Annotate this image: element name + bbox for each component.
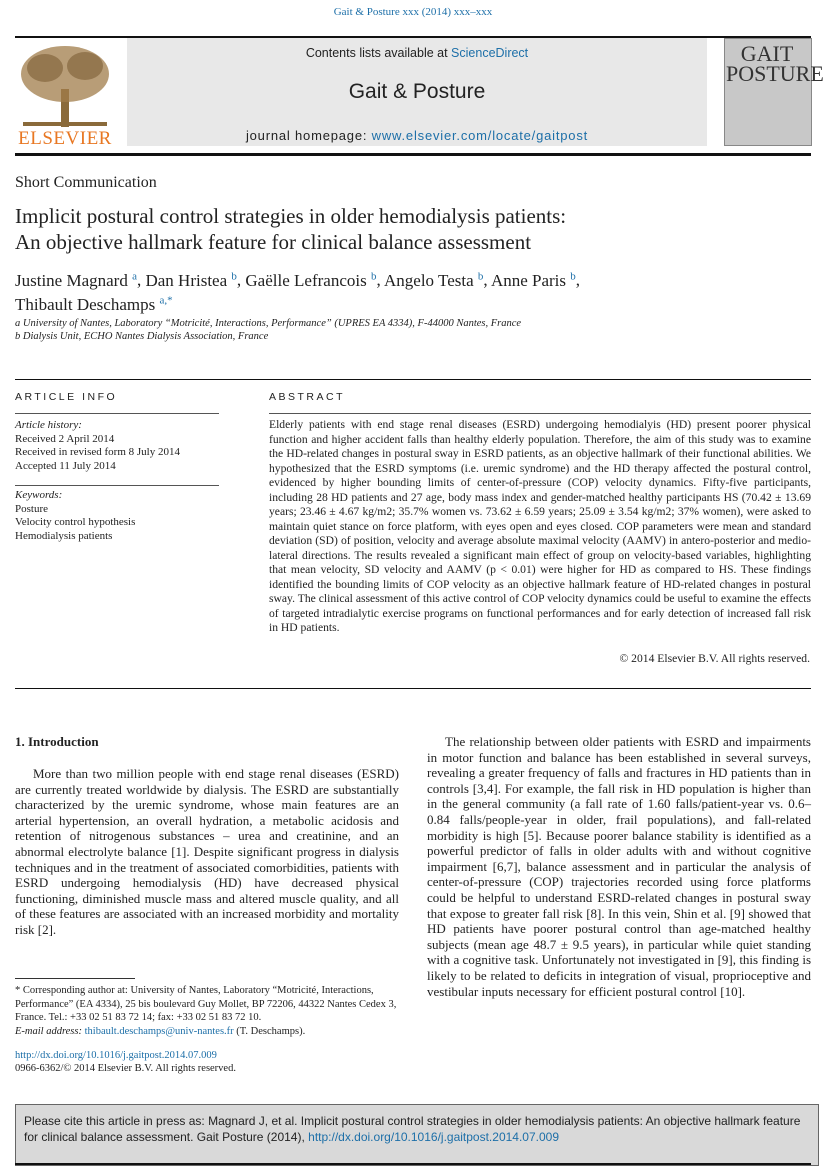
citation-box	[15, 1104, 819, 1166]
email-link[interactable]: thibault.deschamps@univ-nantes.fr	[84, 1025, 234, 1037]
keywords	[15, 489, 225, 543]
info-rule	[15, 413, 219, 414]
email-suffix: (T. Deschamps).	[233, 1025, 306, 1037]
abstract-rule	[269, 413, 811, 414]
footnote	[15, 984, 405, 1038]
elsevier-wordmark: ELSEVIER	[18, 128, 112, 149]
contents-prefix: Contents lists available at	[305, 46, 452, 60]
citation-text: Please cite this article in press as: Magnard J, et al. Implicit postural control strategies in older hemodialysis patients: An objective hallmark feature for clinical balance assessment. Gait Posture (2014),	[24, 1114, 801, 1144]
history-item: Received in revised form 8 July 2014	[15, 446, 180, 458]
header-rule	[15, 379, 811, 380]
info-rule	[15, 485, 219, 486]
affiliation: b Dialysis Unit, ECHO Nantes Dialysis Association, France	[15, 331, 269, 342]
article-info-heading: ARTICLE INFO	[15, 391, 118, 403]
history-label: Article history:	[15, 419, 82, 431]
affiliations	[15, 317, 795, 343]
copyright: © 2014 Elsevier B.V. All rights reserved.	[619, 652, 810, 665]
citation-doi-link[interactable]: http://dx.doi.org/10.1016/j.gaitpost.2014.07.009	[308, 1130, 559, 1144]
keyword: Posture	[15, 502, 48, 515]
intro-paragraph-2: The relationship between older patients with ESRD and impairments in motor function and balance has been established in several surveys, revealing a greater frequency of falls and fractures in HD patients than in controls [3,4]. For example, the fall risk in HD population is higher than in the general community (a fall rate of 1.60 falls/patient-year vs. 0.6–0.84 falls/people-year in older, frail populations), and fall-related morbidity is high [5]. Because poorer balance stability is identified as a powerful predictor of falls in older adults with and without cognitive impairment [6,7], balance assessment and in particular the analysis of center-of-pressure (COP) trajectories recorded using force platforms could be helpful to understand ESRD-related changes in postural sway that expose to greater fall risk [8]. In this vein, Shin et al. [9] showed that HD patients have poorer postural control than age-matched healthy subjects (mean age 48.7 ± 9.5 years), in particular while quiet standing with a cognitive task. Unfortunately not investigated in [9], this finding is likely to be related to deficits in integration of visual, proprioceptive and vestibular inputs necessary for efficient postural control [10].	[427, 734, 811, 999]
title-line1: Implicit postural control strategies in older hemodialysis patients:	[15, 204, 567, 228]
cover-title-line1: GAIT	[740, 41, 794, 66]
journal-name: Gait & Posture	[348, 80, 486, 103]
cover-title-line2: POSTURE	[726, 61, 824, 86]
email-line	[15, 1025, 405, 1039]
doi-link[interactable]: http://dx.doi.org/10.1016/j.gaitpost.2014.07.009	[15, 1050, 217, 1061]
keyword: Hemodialysis patients	[15, 529, 113, 542]
article-title	[15, 203, 775, 255]
sciencedirect-link[interactable]: ScienceDirect	[451, 46, 529, 60]
homepage-line	[127, 128, 707, 143]
contents-line	[127, 46, 707, 60]
abstract-heading: ABSTRACT	[269, 391, 346, 403]
cover-title	[726, 41, 824, 86]
footnote-rule	[15, 978, 135, 979]
bottom-rule	[15, 1163, 811, 1165]
history-item: Accepted 11 July 2014	[15, 459, 116, 472]
abstract-text: Elderly patients with end stage renal diseases (ESRD) undergoing hemodialyis (HD) present poorer physical function and higher accident falls than healthy elderly population. Therefore, the aim of this study was to examine the HD-related changes in postural sway in ESRD patients, as an objective hallmark of their functional abilities. We hypothesized that the ESRD symptoms (i.e. uremic syndrome) and the HD therapy affected the postural control, evidenced by higher bounding limits of center-of-pressure (COP) velocity dynamics. Fifty-five participants, including 28 HD patients and 27 age, body mass index and gender-matched healthy participants HS (70.42 ± 13.69 years; 23.46 ± 4.67 kg/m2; 35.7% women vs. 73.62 ± 6.59 years; 25.09 ± 3.54 kg/m2; 37% women), were asked to maintain quiet stance on force platform, with eyes open and eyes closed. COP parameters were mean and standard deviation (SD) of position, velocity and average absolute maximal velocity (AAMV) in antero-posterior and medio-lateral directions. The results revealed a significant main effect of group on velocity-based variables, highlighting that mean velocity, SD velocity and AAMV (p < 0.01) were higher for HD as compared to HS. These findings identified the bounding limits of COP velocity as an objective hallmark feature of HD-related changes in postural sway. The clinical assessment of this active control of COP velocity dynamics could be useful to examine the effects of targeted intradialytic exercise programs on functional performances and for early detection of increased fall risk in HD patients.	[269, 418, 811, 634]
author: Anne Paris $^b$	[490, 270, 576, 290]
keyword: Velocity control hypothesis	[15, 516, 136, 528]
homepage-link[interactable]: www.elsevier.com/locate/gaitpost	[371, 128, 589, 143]
keywords-label: Keywords:	[15, 489, 63, 501]
article-history	[15, 419, 225, 473]
abstract-end-rule	[15, 688, 811, 689]
intro-paragraph-1: More than two million people with end stage renal diseases (ESRD) are currently treated worldwide by dialysis. The ESRD are substantially characterized by the uremic syndrome, whose main features are an arterial hypertension, an overall hydration, a metabolic acidosis and retention of nitrogenous substances – urea and creatinine, and an abnormal electrolyte balance [1]. Despite significant progress in dialysis techniques and in the treatment of associated comorbidities, patients with ESRD undergoing hemodialysis (HD) have decreased physical functioning, diminished muscle mass and altered muscle quality, and all of these features are associated with an increased morbidity and mortality risk [2].	[15, 766, 399, 937]
affiliation: a University of Nantes, Laboratory “Motricité, Interactions, Performance” (UPRES EA 4334), F-44000 Nantes, France	[15, 318, 522, 329]
history-item: Received 2 April 2014	[15, 432, 115, 445]
author-list: Justine Magnard $^a$, Dan Hristea $^b$, Gaëlle Lefrancois $^b$, Angelo Testa $^b$, Anne Paris $^b$, Thibault Deschamps $^{a,*}$	[15, 270, 581, 315]
article-type: Short Communication	[15, 174, 157, 191]
corresponding-author: * Corresponding author at: University of Nantes, Laboratory “Motricité, Interactions, Performance” (EA 4334), 25 bis boulevard Guy Mollet, BP 72206, 44322 Nantes Cedex 3, France. Tel.: +33 02 51 83 72 14; fax: +33 02 51 83 72 10.	[15, 985, 397, 1023]
running-head: Gait & Posture xxx (2014) xxx–xxx	[333, 6, 493, 18]
section-heading: 1. Introduction	[15, 734, 99, 749]
issn-line: 0966-6362/© 2014 Elsevier B.V. All rights reserved.	[15, 1063, 236, 1074]
homepage-prefix: journal homepage:	[245, 128, 372, 143]
author: Angelo Testa $^b$	[384, 270, 484, 290]
email-label: E-mail address:	[15, 1025, 85, 1037]
author: Justine Magnard $^a$	[15, 270, 137, 290]
author: Thibault Deschamps $^{a,*}$	[15, 294, 173, 315]
title-line2: An objective hallmark feature for clinical balance assessment	[15, 230, 532, 254]
masthead-rule	[15, 153, 811, 156]
author: Dan Hristea $^b$	[145, 270, 237, 290]
author: Gaëlle Lefrancois $^b$	[245, 270, 377, 290]
